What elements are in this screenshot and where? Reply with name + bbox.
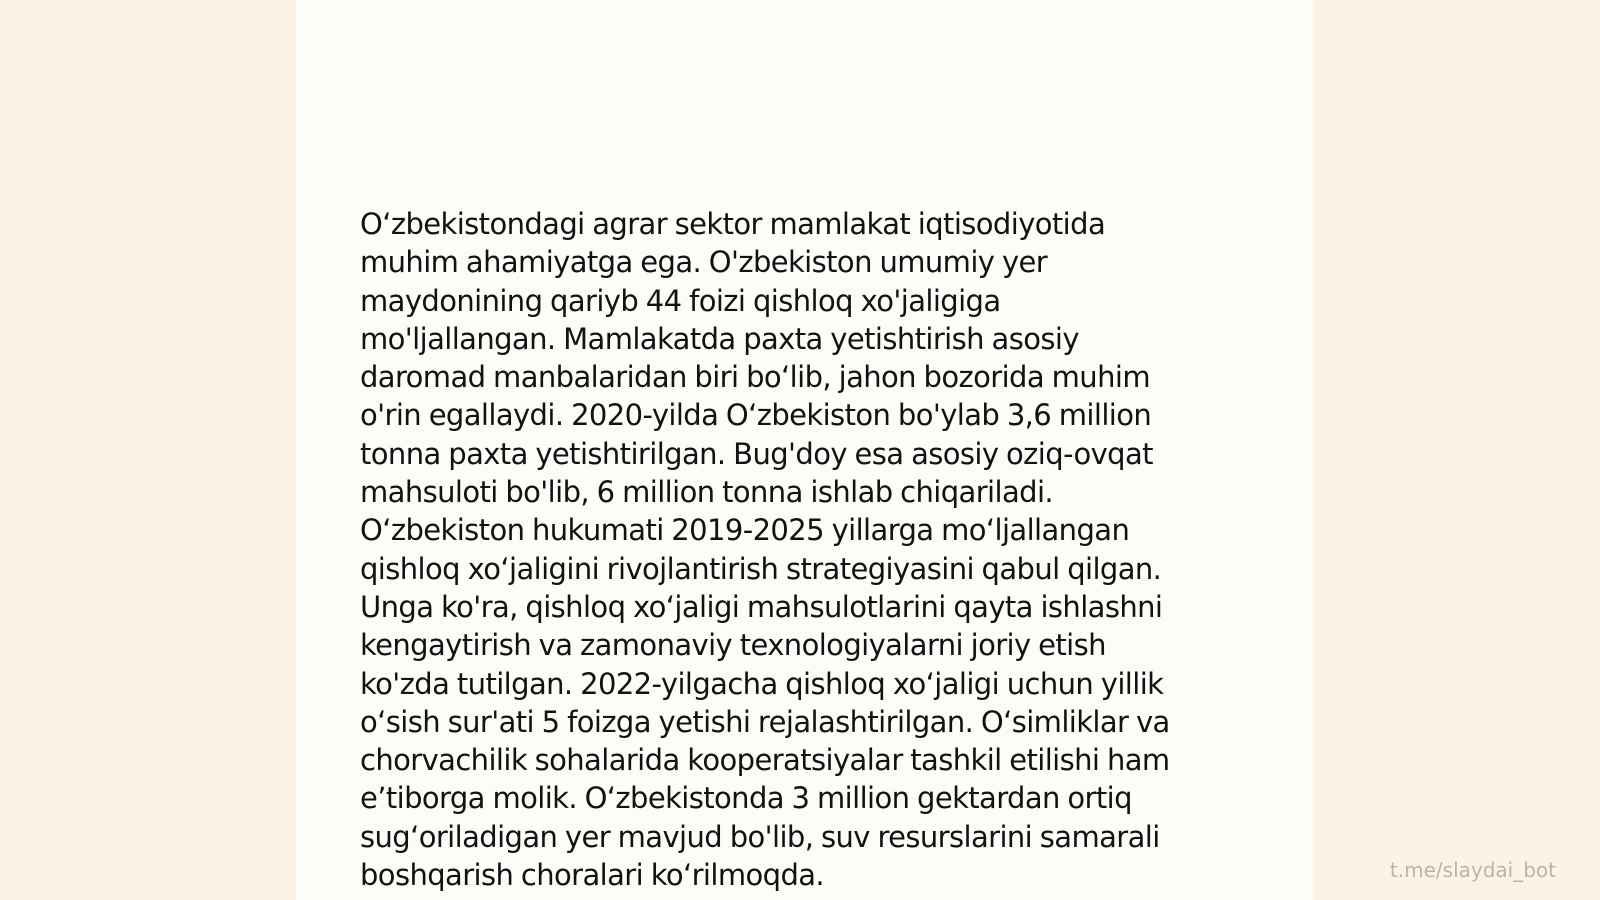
paragraph-line: boshqarish choralari ko‘rilmoqda. — [360, 858, 825, 893]
paragraph-line: O‘zbekiston hukumati 2019-2025 yillarga mo‘ljallangan — [360, 513, 1130, 548]
paragraph-line: tonna paxta yetishtirilgan. Bug'doy esa asosiy oziq-ovqat — [360, 436, 1153, 471]
paragraph-line: ko'zda tutilgan. 2022-yilgacha qishloq xo‘jaligi uchun yillik — [360, 666, 1164, 701]
paragraph-line: o‘sish sur'ati 5 foizga yetishi rejalashtirilgan. O‘simliklar va — [360, 704, 1170, 739]
body-paragraph — [360, 205, 1265, 894]
paragraph-line: mo'ljallangan. Mamlakatda paxta yetishtirish asosiy — [360, 321, 1079, 356]
paragraph-line: chorvachilik sohalarida kooperatsiyalar tashkil etilishi ham — [360, 743, 1170, 778]
paragraph-line: maydonining qariyb 44 foizi qishloq xo'jaligiga — [360, 283, 1001, 318]
paragraph-line: o'rin egallaydi. 2020-yilda O‘zbekiston bo'ylab 3,6 million — [360, 398, 1152, 433]
paragraph-line: e’tiborga molik. O‘zbekistonda 3 million gektardan ortiq — [360, 781, 1132, 816]
watermark-text: t.me/slaydai_bot — [1389, 858, 1556, 882]
paragraph-line: daromad manbalaridan biri bo‘lib, jahon bozorida muhim — [360, 360, 1150, 395]
paragraph-line: sug‘oriladigan yer mavjud bo'lib, suv resurslarini samarali — [360, 819, 1160, 854]
paragraph-line: kengaytirish va zamonaviy texnologiyalarni joriy etish — [360, 628, 1106, 663]
left-margin-area — [0, 0, 296, 900]
right-margin-area — [1313, 0, 1600, 900]
paragraph-line: Unga ko'ra, qishloq xo‘jaligi mahsulotlarini qayta ishlashni — [360, 589, 1163, 624]
paragraph-line: mahsuloti bo'lib, 6 million tonna ishlab chiqariladi. — [360, 475, 1054, 510]
paragraph-line: qishloq xo‘jaligini rivojlantirish strategiyasini qabul qilgan. — [360, 551, 1162, 586]
paragraph-line: O‘zbekistondagi agrar sektor mamlakat iqtisodiyotida — [360, 207, 1106, 241]
paragraph-line: muhim ahamiyatga ega. O'zbekiston umumiy yer — [360, 245, 1048, 280]
